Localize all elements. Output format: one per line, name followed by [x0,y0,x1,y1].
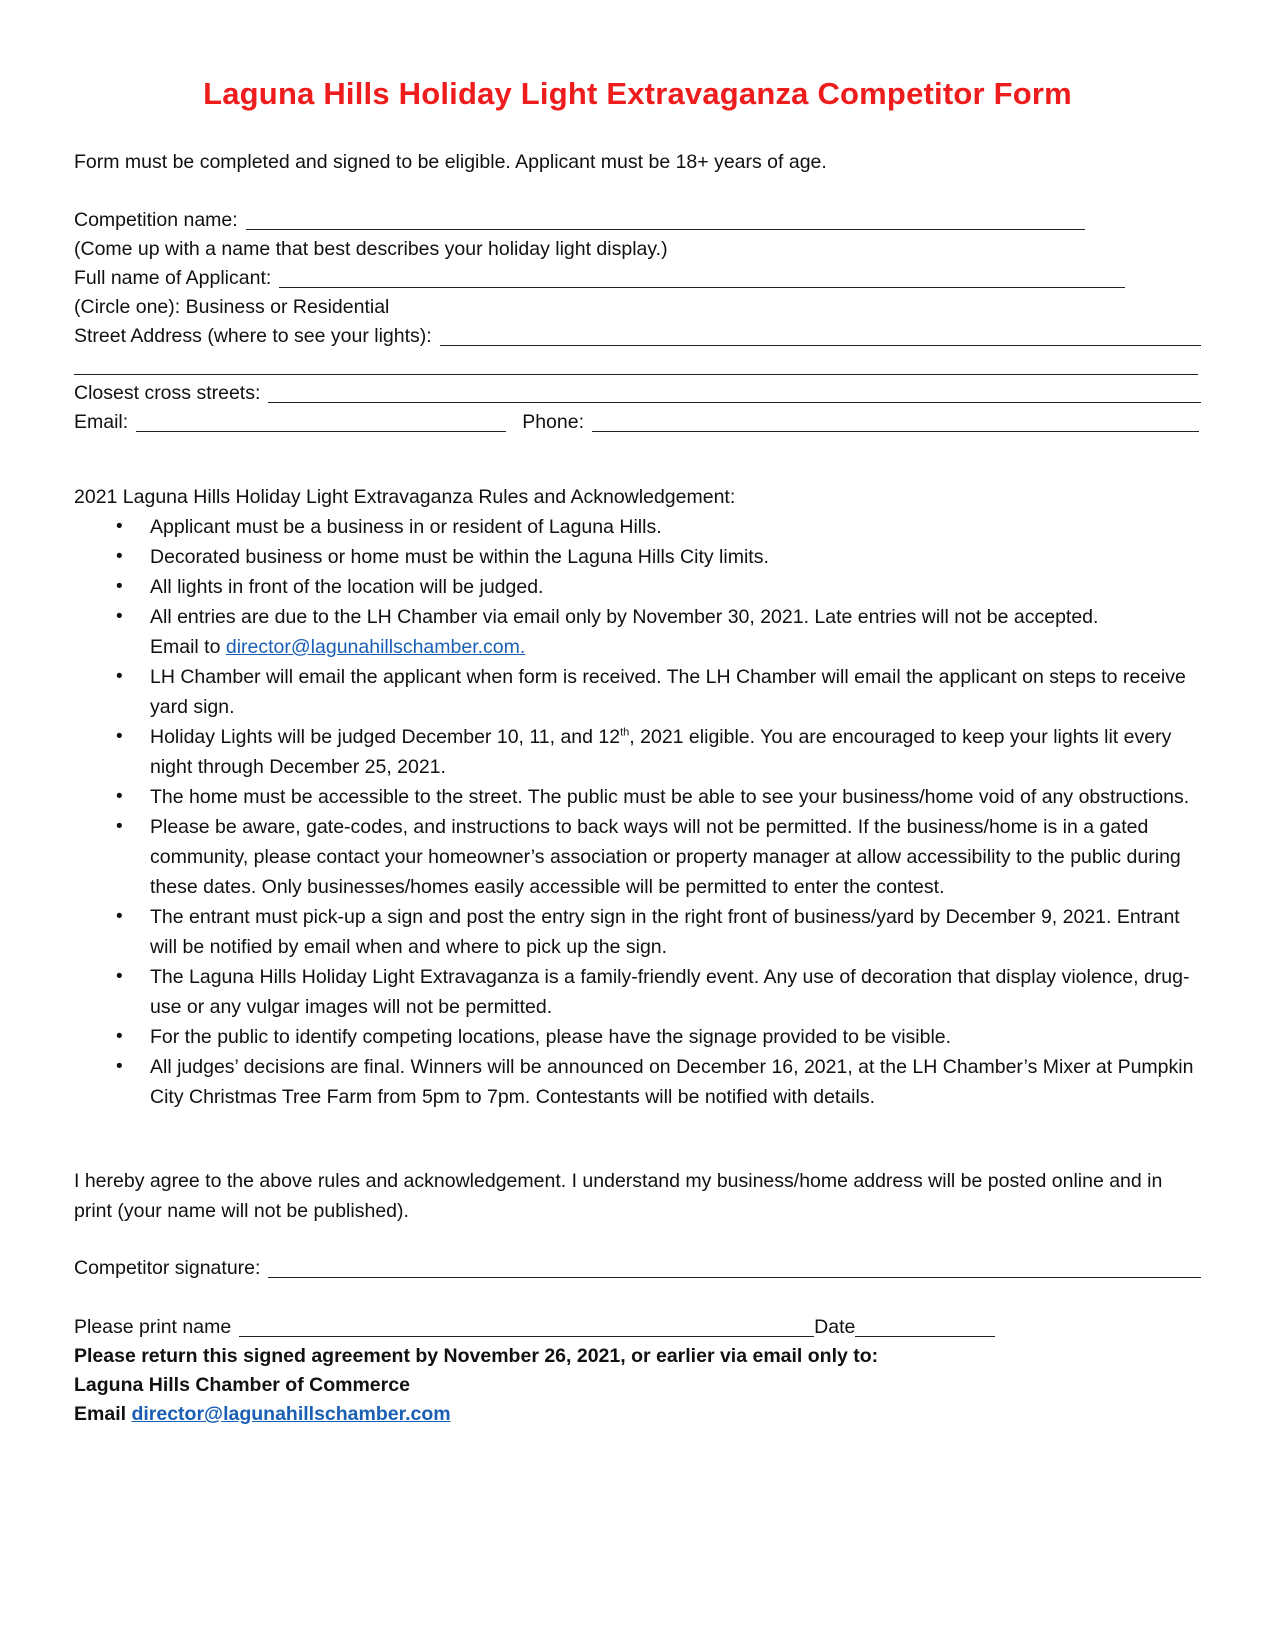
eligibility-intro: Form must be completed and signed to be eligible. Applicant must be 18+ years of age. [74,151,827,173]
print-name-blank[interactable] [239,1314,814,1337]
rule-item: • Holiday Lights will be judged December 10, 11, and 12th, 2021 eligible. You are encouraged to keep your lights lit every night through December 25, 2021. [116,726,1172,778]
return-email-link[interactable]: director@lagunahillschamber.com [131,1403,451,1425]
return-instructions: Please return this signed agreement by November 26, 2021, or earlier via email only to: [74,1345,879,1367]
director-email-link[interactable]: director@lagunahillschamber.com. [225,636,526,658]
signature-label: Competitor signature: [74,1257,261,1279]
rule-item: • All lights in front of the location will be judged. [116,576,544,598]
email-blank[interactable] [136,409,506,432]
rules-section [74,482,1204,1112]
rule-item: • The Laguna Hills Holiday Light Extravaganza is a family-friendly event. Any use of decoration that display violence, drug-use or any vulgar images will not be permitted. [116,966,1190,1018]
email-label: Email: [74,411,129,433]
competition-name-note: (Come up with a name that best describes your holiday light display.) [74,238,668,260]
rule-item: • All judges’ decisions are final. Winners will be announced on December 16, 2021, at the LH Chamber’s Mixer at Pumpkin City Christmas Tree Farm from 5pm to 7pm. Contestants will be notified with details. [116,1056,1194,1108]
signature-row [74,1253,1201,1283]
rule-item: • The home must be accessible to the street. The public must be able to see your business/home void of any obstructions. [116,786,1190,808]
return-email-line [74,1399,451,1429]
cross-streets-row [74,378,1201,408]
email-to-prefix: Email to [150,636,226,658]
cross-streets-label: Closest cross streets: [74,382,261,404]
phone-blank[interactable] [592,409,1199,432]
signature-blank[interactable] [268,1255,1201,1278]
street-address-blank-2[interactable] [74,352,1198,375]
rule-item: • Please be aware, gate-codes, and instructions to back ways will not be permitted. If the business/home is in a gated community, please contact your homeowner’s association or property manager at allow accessibility to the public during these dates. Only businesses/homes easily accessible will be permitted to enter the contest. [116,816,1181,898]
rule-item: • Decorated business or home must be within the Laguna Hills City limits. [116,546,769,568]
competition-name-label: Competition name: [74,209,238,231]
competition-name-row [74,205,1085,235]
chamber-name: Laguna Hills Chamber of Commerce [74,1374,410,1396]
rule-item: • LH Chamber will email the applicant when form is received. The LH Chamber will email the applicant on steps to receive yard sign. [116,666,1186,718]
rule-item: • For the public to identify competing locations, please have the signage provided to be visible. [116,1026,952,1048]
print-name-row [74,1312,995,1342]
street-address-label: Street Address (where to see your lights): [74,325,432,347]
cross-streets-blank[interactable] [268,380,1201,403]
street-address-row [74,321,1201,351]
rules-list [74,512,1204,1112]
street-address-blank[interactable] [440,323,1201,346]
competition-name-blank[interactable] [246,207,1085,230]
return-email-prefix: Email [74,1403,132,1425]
circle-one-choice: (Circle one): Business or Residential [74,296,390,318]
date-blank[interactable] [855,1314,995,1337]
form-title: Laguna Hills Holiday Light Extravaganza Competitor Form [203,76,1072,111]
date-label: Date [814,1316,856,1338]
rules-heading: 2021 Laguna Hills Holiday Light Extravaganza Rules and Acknowledgement: [74,486,736,508]
full-name-blank[interactable] [279,265,1125,288]
rule-item: • All entries are due to the LH Chamber via email only by November 30, 2021. Late entries will not be accepted. Email to director@lagunahillschamber.com. [116,606,1099,658]
rule-item: • Applicant must be a business in or resident of Laguna Hills. [116,516,662,538]
full-name-label: Full name of Applicant: [74,267,272,289]
rule-item: • The entrant must pick-up a sign and post the entry sign in the right front of business/yard by December 9, 2021. Entrant will be notified by email when and where to pick up the sign. [116,906,1180,958]
print-name-label: Please print name [74,1316,232,1338]
full-name-row [74,263,1125,293]
phone-label: Phone: [522,411,584,433]
email-phone-row [74,407,1199,437]
street-address-row-2 [74,350,1198,380]
acknowledgement-text: I hereby agree to the above rules and acknowledgement. I understand my business/home address will be posted online and in print (your name will not be published). [74,1170,1163,1222]
